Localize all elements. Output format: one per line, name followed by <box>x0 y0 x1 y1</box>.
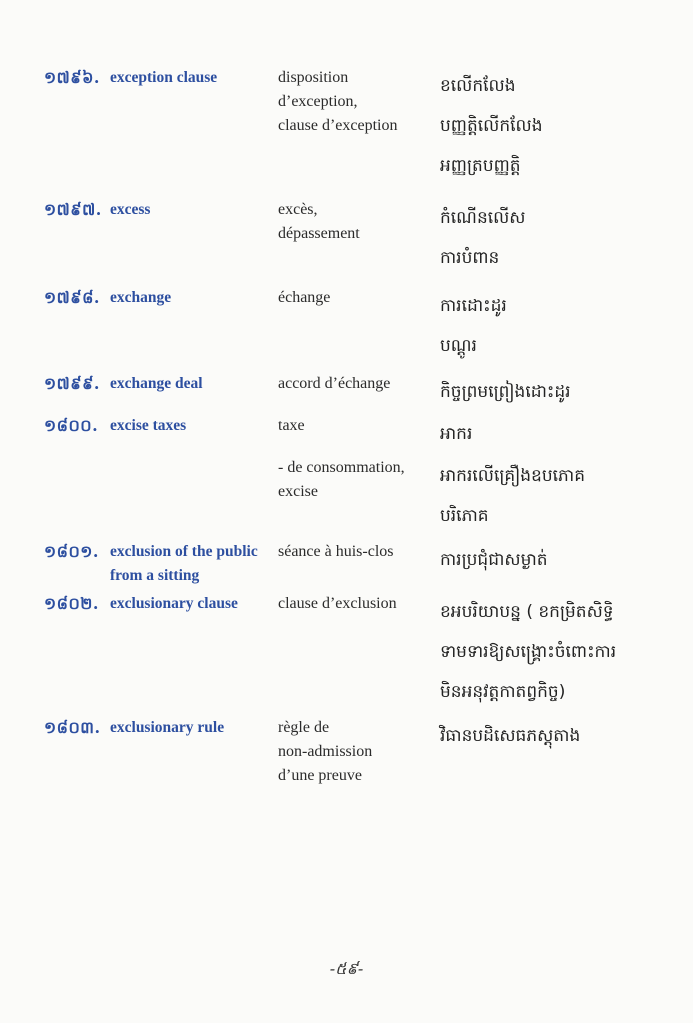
french-translation: - de consommation, excise <box>278 459 405 500</box>
glossary-entry <box>44 414 674 454</box>
french-translation: taxe <box>278 417 305 434</box>
khmer-translation: ខអបរិយាបន្ន ( ខកម្រិតសិទ្ធិ ទាមទារឱ្យសង្គ្រោះចំពោះការ មិនអនុវត្តកាតព្វកិច្ច) <box>440 602 617 702</box>
entry-number: ១៧៩៩. <box>44 374 100 393</box>
french-translation: accord d’échange <box>278 375 391 392</box>
page-number: -៥៩- <box>329 959 364 978</box>
english-term: exception clause <box>110 69 218 86</box>
glossary-list <box>44 66 674 788</box>
khmer-translation: កំណើនលើស ការបំពាន <box>440 208 526 268</box>
entry-number: ១៨០២. <box>44 594 99 613</box>
glossary-entry <box>44 592 674 712</box>
khmer-translation: អាករលើគ្រឿងឧបភោគ បរិភោគ <box>440 466 586 526</box>
french-translation: excès, dépassement <box>278 201 360 242</box>
english-term: excise taxes <box>110 417 187 434</box>
english-term: exchange deal <box>110 375 203 392</box>
glossary-entry <box>44 286 674 366</box>
khmer-translation: ខលើកលែង បញ្ញត្តិលើកលែង អញ្ញត្របញ្ញត្តិ <box>440 76 543 176</box>
khmer-translation: ការប្រជុំជាសម្ងាត់ <box>440 550 548 570</box>
entry-number: ១៧៩៨. <box>44 288 100 307</box>
glossary-entry <box>44 198 674 278</box>
english-term: exclusion of the public from a sitting <box>110 543 258 584</box>
khmer-translation: កិច្ចព្រមព្រៀងដោះដូរ <box>440 382 571 402</box>
entry-number: ១៨០៣. <box>44 718 101 737</box>
french-translation: séance à huis-clos <box>278 543 394 560</box>
entry-number: ១៨០០. <box>44 416 99 435</box>
glossary-subentry <box>44 456 674 536</box>
entry-number: ១៨០១. <box>44 542 99 561</box>
entry-number: ១៧៩៦. <box>44 68 100 87</box>
french-translation: disposition d’exception, clause d’exception <box>278 69 398 134</box>
english-term: excess <box>110 201 151 218</box>
entry-number: ១៧៩៧. <box>44 200 102 219</box>
french-translation: règle de non-admission d’une preuve <box>278 719 373 784</box>
glossary-entry <box>44 716 674 788</box>
french-translation: échange <box>278 289 331 306</box>
glossary-entry <box>44 540 674 588</box>
french-translation: clause d’exclusion <box>278 595 397 612</box>
english-term: exclusionary rule <box>110 719 225 736</box>
khmer-translation: ការដោះដូរ បណ្តូរ <box>440 296 507 356</box>
glossary-entry <box>44 66 674 186</box>
english-term: exchange <box>110 289 172 306</box>
khmer-translation: អាករ <box>440 424 473 444</box>
english-term: exclusionary clause <box>110 595 238 612</box>
glossary-entry <box>44 372 674 412</box>
khmer-translation: វិធានបដិសេធភស្តុតាង <box>440 726 581 746</box>
